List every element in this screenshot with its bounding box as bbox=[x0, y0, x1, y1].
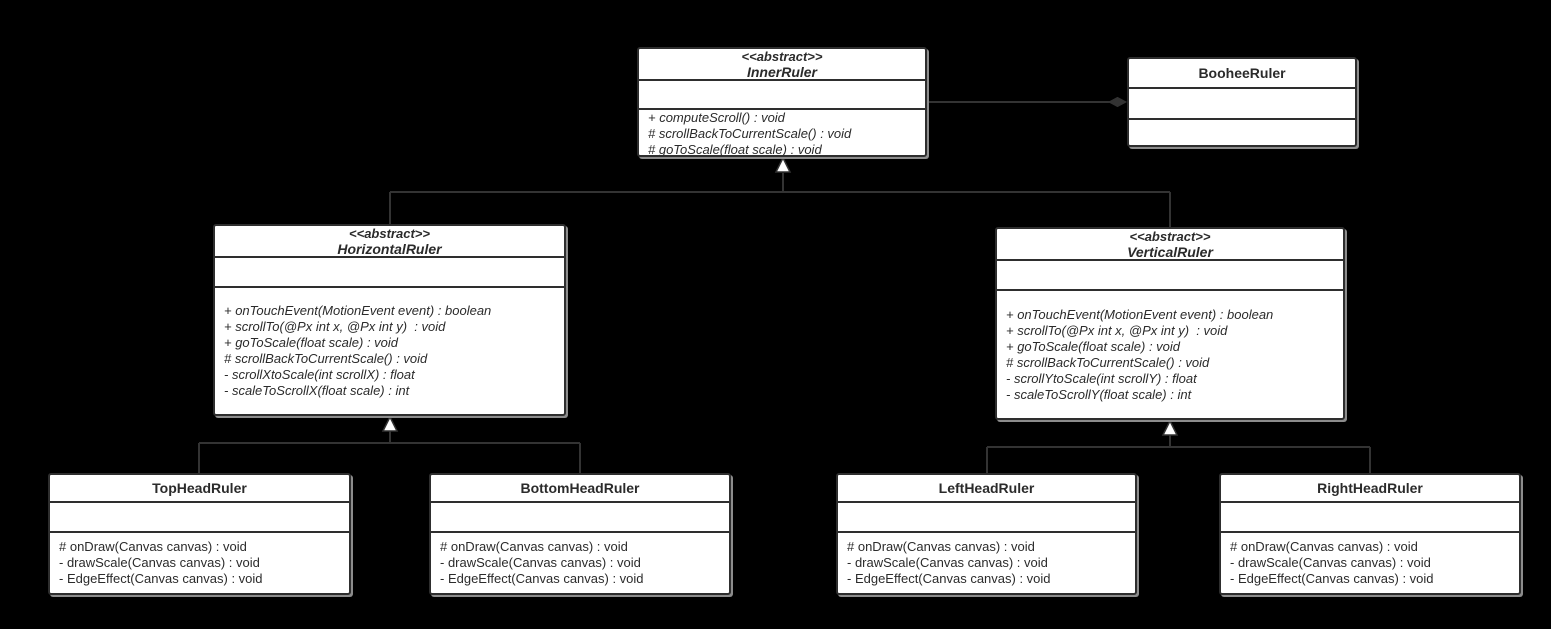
method: + onTouchEvent(MotionEvent event) : boolean bbox=[224, 303, 492, 318]
fields-section bbox=[215, 256, 564, 286]
fields-section bbox=[50, 501, 349, 531]
class-stereotype: <<abstract>> bbox=[741, 48, 823, 64]
method: + goToScale(float scale) : void bbox=[1006, 338, 1181, 354]
class-bottom-head-ruler[interactable] bbox=[429, 473, 731, 595]
class-header bbox=[50, 475, 349, 501]
methods-section bbox=[50, 531, 349, 593]
class-name: RightHeadRuler bbox=[1317, 480, 1423, 496]
method: + goToScale(float scale) : void bbox=[224, 335, 399, 350]
class-header bbox=[215, 226, 564, 256]
composition-diamond-icon bbox=[1109, 98, 1126, 107]
methods-section bbox=[1129, 118, 1355, 145]
class-top-head-ruler[interactable] bbox=[48, 473, 351, 595]
class-left-head-ruler[interactable] bbox=[836, 473, 1137, 595]
method: - EdgeEffect(Canvas canvas) : void bbox=[59, 571, 263, 586]
class-name: BottomHeadRuler bbox=[520, 480, 640, 496]
class-inner-ruler[interactable] bbox=[637, 47, 927, 157]
fields-section bbox=[997, 259, 1343, 289]
class-name: BooheeRuler bbox=[1198, 65, 1286, 81]
class-header bbox=[1221, 475, 1519, 501]
method: # onDraw(Canvas canvas) : void bbox=[1230, 539, 1418, 554]
class-stereotype: <<abstract>> bbox=[349, 225, 430, 241]
class-header bbox=[431, 475, 729, 501]
class-header bbox=[838, 475, 1135, 501]
generalization-arrow-icon bbox=[776, 158, 790, 172]
method: # onDraw(Canvas canvas) : void bbox=[440, 539, 628, 554]
generalization-arrow-icon bbox=[383, 417, 397, 431]
method: # scrollBackToCurrentScale() : void bbox=[224, 351, 428, 366]
method: # onDraw(Canvas canvas) : void bbox=[847, 539, 1035, 554]
method: - EdgeEffect(Canvas canvas) : void bbox=[1230, 571, 1434, 586]
method: + onTouchEvent(MotionEvent event) : boolean bbox=[1006, 306, 1274, 322]
class-name: HorizontalRuler bbox=[337, 240, 442, 257]
generalization-link-to-verticalruler bbox=[987, 435, 1370, 473]
generalization-arrow-icon bbox=[1163, 421, 1177, 435]
class-stereotype: <<abstract>> bbox=[1129, 228, 1211, 244]
generalization-link-to-innerruler bbox=[390, 173, 1170, 227]
fields-section bbox=[431, 501, 729, 531]
method: + scrollTo(@Px int x, @Px int y) : void bbox=[1006, 322, 1228, 338]
method: - EdgeEffect(Canvas canvas) : void bbox=[847, 571, 1051, 586]
fields-section bbox=[639, 79, 925, 108]
class-name: VerticalRuler bbox=[1127, 243, 1213, 260]
method: - scrollXtoScale(int scrollX) : float bbox=[224, 367, 415, 382]
methods-section bbox=[215, 286, 564, 414]
method: # onDraw(Canvas canvas) : void bbox=[59, 539, 247, 554]
fields-section bbox=[1221, 501, 1519, 531]
method: - drawScale(Canvas canvas) : void bbox=[59, 555, 260, 570]
method: - drawScale(Canvas canvas) : void bbox=[440, 555, 641, 570]
class-header bbox=[639, 49, 925, 79]
method: - EdgeEffect(Canvas canvas) : void bbox=[440, 571, 644, 586]
methods-section bbox=[1221, 531, 1519, 593]
method: - scaleToScrollX(float scale) : int bbox=[224, 383, 410, 398]
method: - drawScale(Canvas canvas) : void bbox=[847, 555, 1048, 570]
methods-section bbox=[431, 531, 729, 593]
methods-section bbox=[838, 531, 1135, 593]
methods-section bbox=[639, 108, 925, 158]
class-name: InnerRuler bbox=[746, 63, 817, 80]
class-name: LeftHeadRuler bbox=[938, 480, 1035, 496]
class-name: TopHeadRuler bbox=[152, 480, 247, 496]
method: + scrollTo(@Px int x, @Px int y) : void bbox=[224, 319, 446, 334]
class-header bbox=[1129, 59, 1355, 87]
fields-section bbox=[838, 501, 1135, 531]
method: # goToScale(float scale) : void bbox=[648, 142, 822, 157]
fields-section bbox=[1129, 87, 1355, 118]
class-right-head-ruler[interactable] bbox=[1219, 473, 1521, 595]
method: # scrollBackToCurrentScale() : void bbox=[1006, 354, 1210, 370]
method: + computeScroll() : void bbox=[648, 110, 785, 125]
method: - scrollYtoScale(int scrollY) : float bbox=[1006, 370, 1197, 386]
method: - scaleToScrollY(float scale) : int bbox=[1006, 386, 1192, 402]
class-boohee-ruler[interactable] bbox=[1127, 57, 1357, 147]
class-horizontal-ruler[interactable] bbox=[213, 224, 566, 416]
class-vertical-ruler[interactable] bbox=[995, 227, 1345, 420]
generalization-link-to-horizontalruler bbox=[199, 431, 580, 473]
class-header bbox=[997, 229, 1343, 259]
methods-section bbox=[997, 289, 1343, 418]
method: # scrollBackToCurrentScale() : void bbox=[648, 126, 852, 141]
method: - drawScale(Canvas canvas) : void bbox=[1230, 555, 1431, 570]
